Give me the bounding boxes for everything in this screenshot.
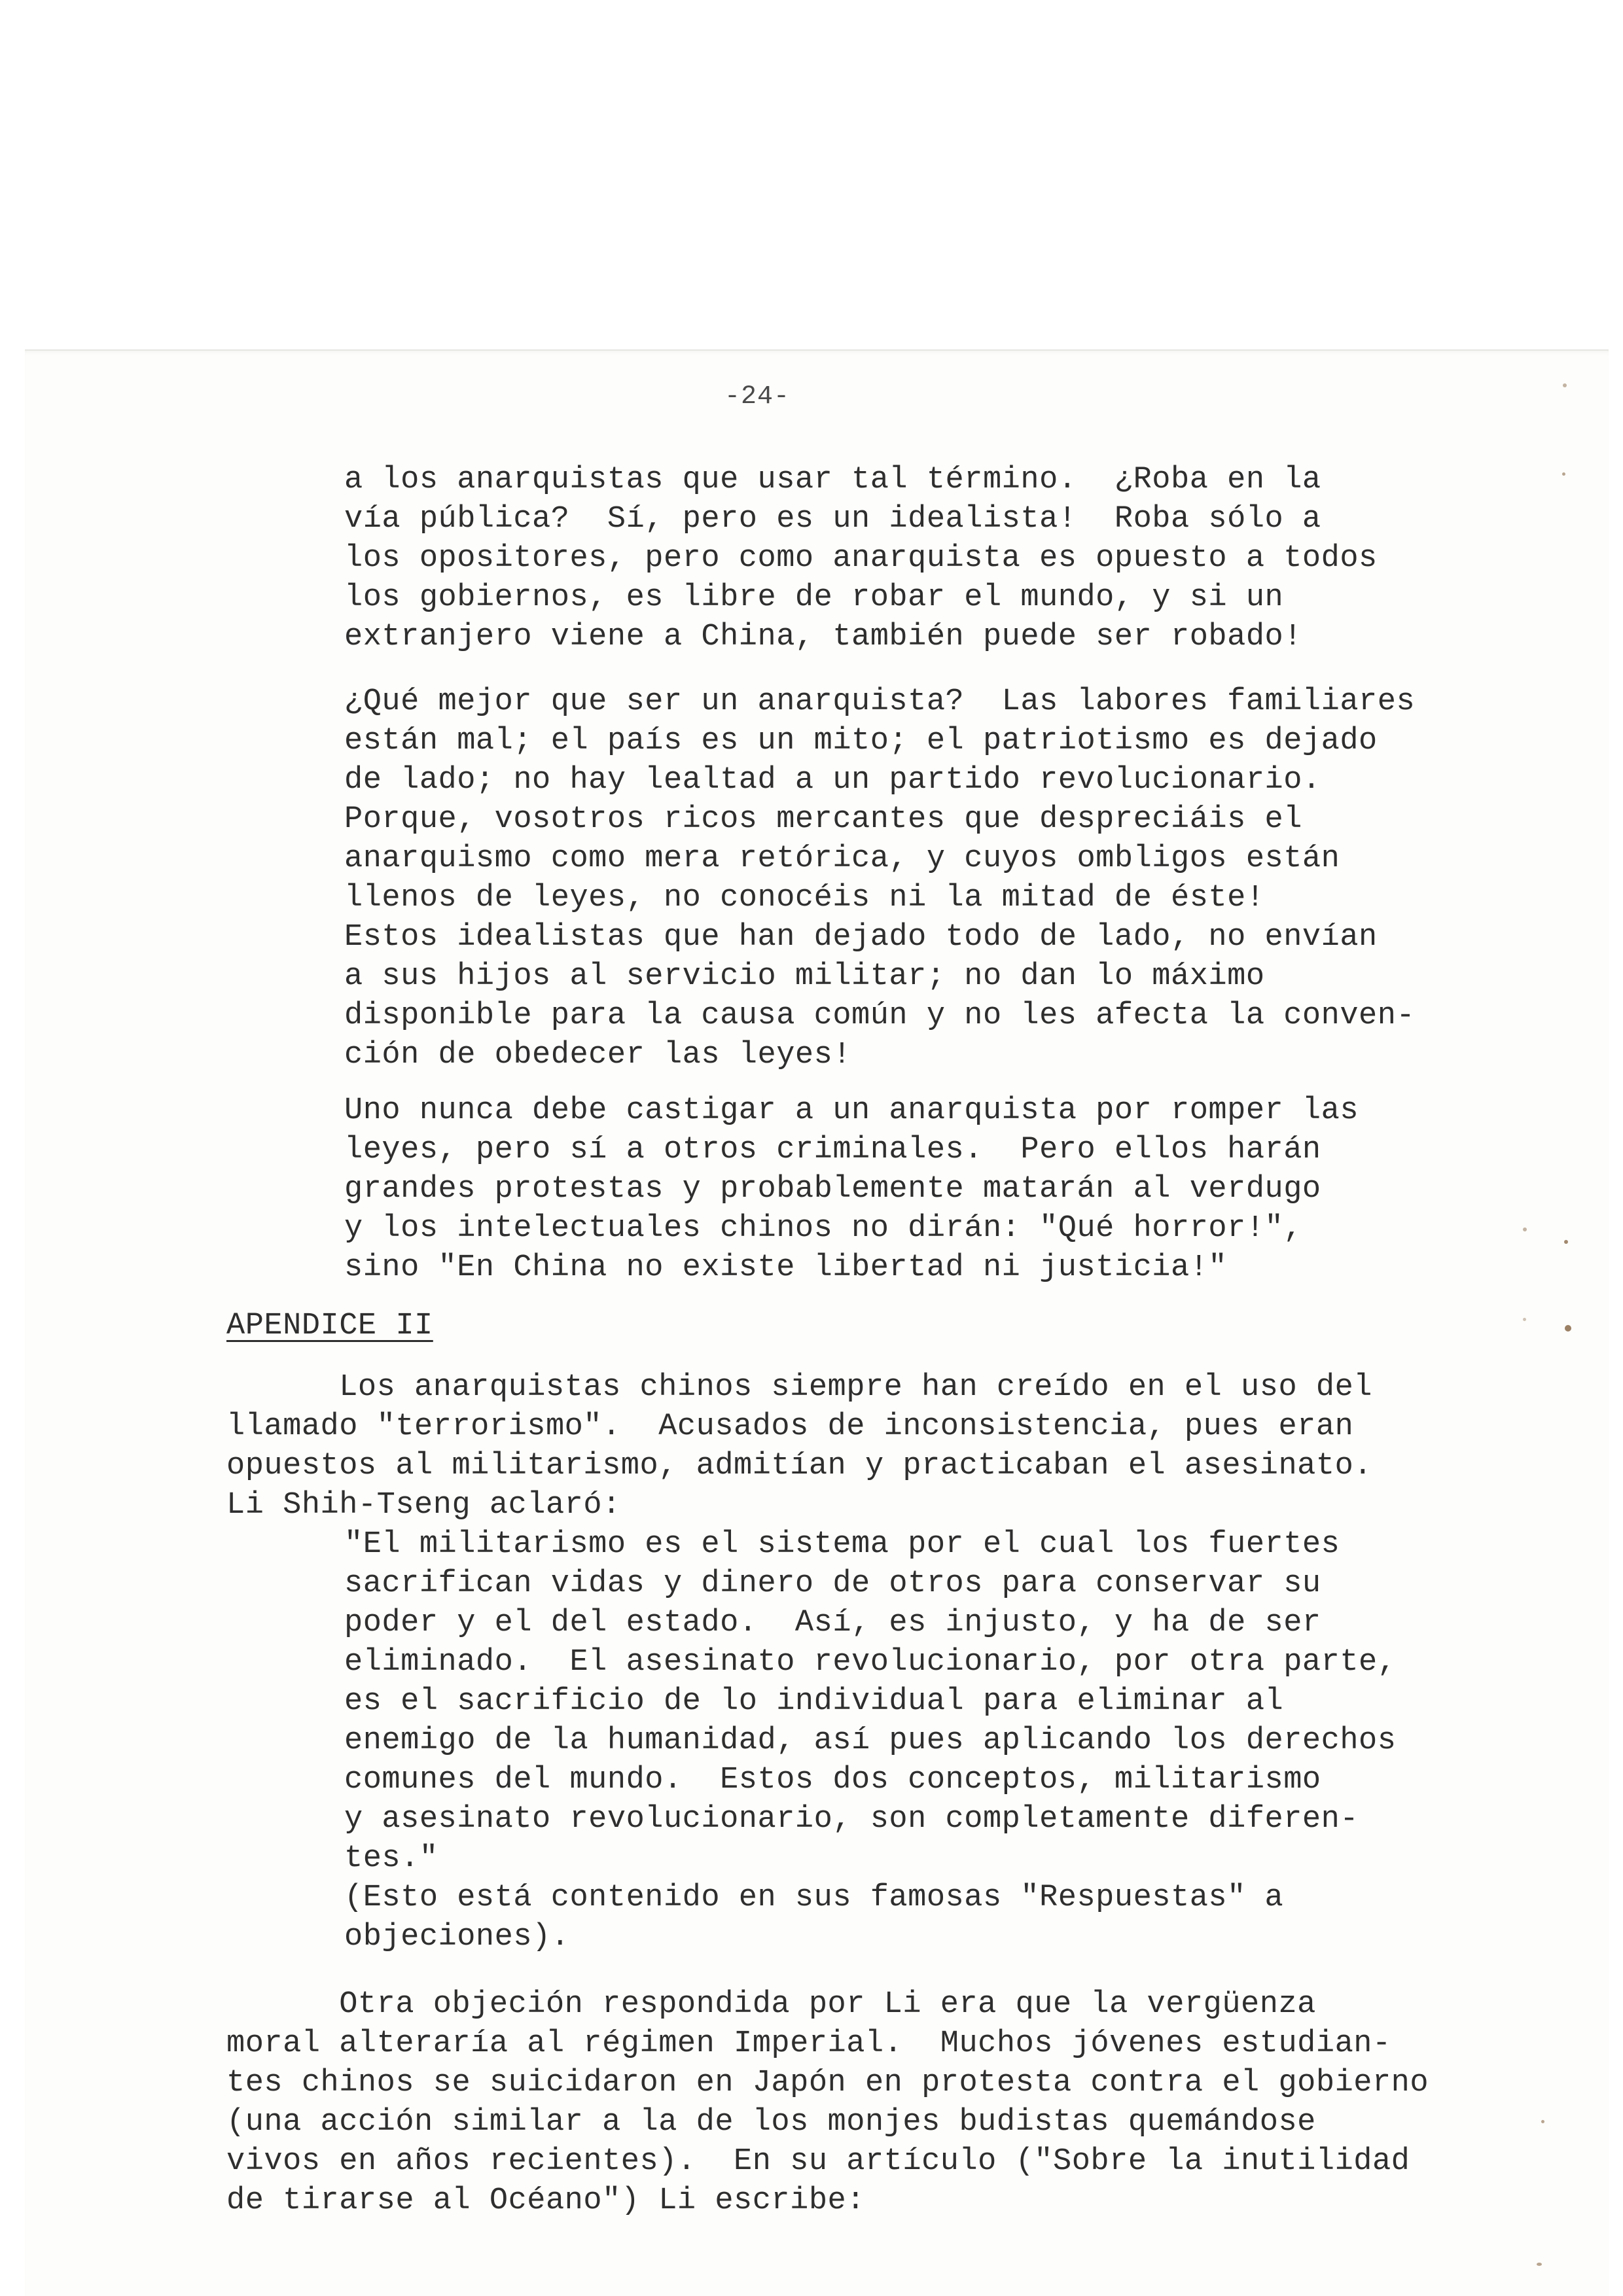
section-heading-apendice-ii: APENDICE II: [226, 1309, 433, 1343]
paper-speck: [1523, 1227, 1527, 1231]
page-number: -24-: [724, 382, 791, 412]
paper-speck: [1565, 1325, 1571, 1332]
paper-speck: [1537, 2263, 1542, 2266]
paper-speck: [1541, 2120, 1544, 2123]
paragraph-what-better-than-anarchist: ¿Qué mejor que ser un anarquista? Las labores familiares están mal; el país es un mito; el patriotismo es dejado de lado; no hay lealtad a un partido revolucionario. Porque, vosotros ricos mercantes que despreciáis el anarquismo como mera retórica, y cuyos ombligos están llenos de leyes, no conocéis ni la mitad de éste! Estos idealistas que han dejado todo de lado, no envían a sus hijos al servicio militar; no dan lo máximo disponible para la causa común y no les afecta la conven- ción de obedecer las leyes!: [344, 684, 1416, 1072]
block-quote-li-shih-tseng: "El militarismo es el sistema por el cual los fuertes sacrifican vidas y dinero de otros para conservar su poder y el del estado. Así, es injusto, y ha de ser eliminado. El asesinato revolucionario, por otra parte, es el sacrificio de lo individual para eliminar al enemigo de la humanidad, así pues aplicando los derechos comunes del mundo. Estos dos conceptos, militarismo y asesinato revolucionario, son completamente diferen- tes." (Esto está contenido en sus famosas "Respuestas" a objeciones).: [344, 1527, 1397, 1954]
paragraph-punishment: Uno nunca debe castigar a un anarquista por romper las leyes, pero sí a otros criminales. Pero ellos harán grandes protestas y probablemente matarán al verdugo y los intelectuales chinos no dirán: "Qué horror!", sino "En China no existe libertad ni justicia!": [344, 1093, 1359, 1285]
paper-speck: [1562, 472, 1565, 476]
paragraph-moral-shame: Otra objeción respondida por Li era que la vergüenza moral alteraría al régimen Imperial. Muchos jóvenes estudian- tes chinos se suicidaron en Japón en protesta contra el gobierno (una acción similar a la de los monjes budistas quemándose vivos en años recientes). En su artículo ("Sobre la inutilidad de tirarse al Océano") Li escribe:: [226, 1987, 1429, 2218]
paper-speck: [1564, 1240, 1568, 1244]
paper-speck: [1563, 383, 1567, 387]
paper-speck: [1523, 1318, 1526, 1321]
paragraph-anarchist-robbery: a los anarquistas que usar tal término. ¿Roba en la vía pública? Sí, pero es un idealista! Roba sólo a los opositores, pero como anarquista es opuesto a todos los gobiernos, es libre de robar el mundo, y si un extranjero viene a China, también puede ser robado!: [344, 463, 1378, 654]
paragraph-terrorism: Los anarquistas chinos siempre han creído en el uso del llamado "terrorismo". Acusados de inconsistencia, pues eran opuestos al militarismo, admitían y practicaban el asesinato. Li Shih-Tseng aclaró:: [226, 1370, 1372, 1523]
